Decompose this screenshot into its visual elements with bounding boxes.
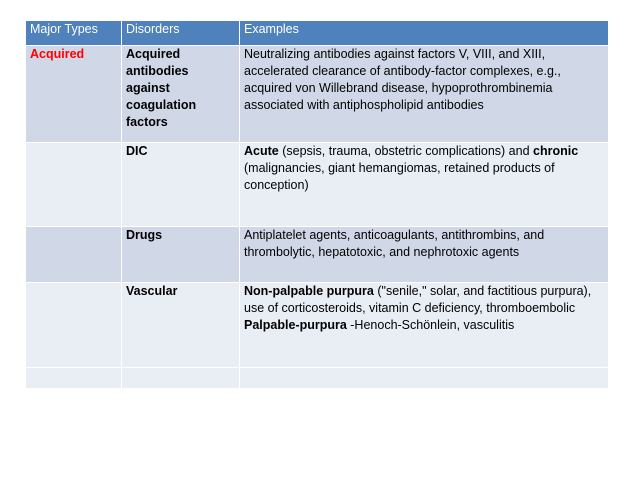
disorder-cell: DIC xyxy=(122,143,240,227)
disorder-cell: Acquired antibodies against coagulation factors xyxy=(122,46,240,143)
header-examples: Examples xyxy=(240,21,609,46)
example-cell: Antiplatelet agents, anticoagulants, antithrombins, and thrombolytic, hepatotoxic, and nephrotoxic agents xyxy=(240,227,609,283)
chronic-text: (malignancies, giant hemangiomas, retained products of conception) xyxy=(244,161,555,192)
example-cell: Neutralizing antibodies against factors V, VIII, and XIII, accelerated clearance of antibody-factor complexes, e.g., acquired von Willebrand disease, hypoprothrombinemia associated with antiphospholipid antibodies xyxy=(240,46,609,143)
example-cell xyxy=(240,283,609,368)
header-disorders: Disorders xyxy=(122,21,240,46)
major-type-cell xyxy=(26,227,122,283)
example-cell xyxy=(240,143,609,227)
header-row xyxy=(26,21,609,46)
palpable-label: Palpable-purpura xyxy=(244,318,347,332)
palpable-text: -Henoch-Schönlein, vasculitis xyxy=(346,318,515,332)
table-row xyxy=(26,227,609,283)
table-row xyxy=(26,283,609,368)
empty-cell xyxy=(26,368,122,389)
major-type-cell: Acquired xyxy=(26,46,122,143)
table-row xyxy=(26,46,609,143)
major-type-cell xyxy=(26,143,122,227)
table-row-empty xyxy=(26,368,609,389)
major-type-cell xyxy=(26,283,122,368)
non-palpable-label: Non-palpable purpura xyxy=(244,284,374,298)
empty-cell xyxy=(240,368,609,389)
table-row xyxy=(26,143,609,227)
acute-label: Acute xyxy=(244,144,279,158)
header-major-types: Major Types xyxy=(26,21,122,46)
disorder-cell: Vascular xyxy=(122,283,240,368)
empty-cell xyxy=(122,368,240,389)
non-palpable-text: ("senile," solar, and factitious purpura), use of corticosteroids, vitamin C deficiency, thromboembolic xyxy=(244,284,592,315)
disorders-table xyxy=(25,20,609,389)
chronic-label: chronic xyxy=(533,144,579,158)
disorder-cell: Drugs xyxy=(122,227,240,283)
acute-text: (sepsis, trauma, obstetric complications) and xyxy=(278,144,534,158)
